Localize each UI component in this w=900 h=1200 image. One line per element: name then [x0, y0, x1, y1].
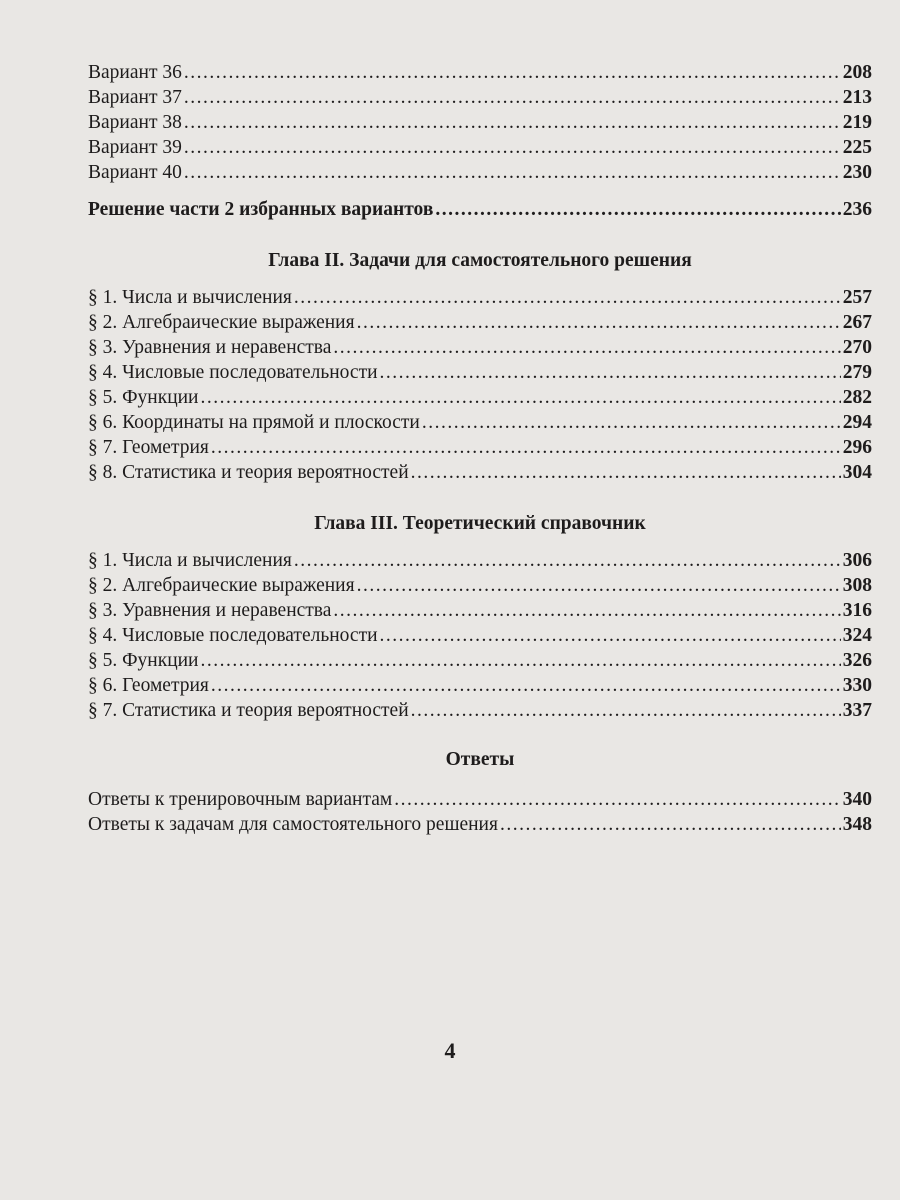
- toc-entry[interactable]: [88, 812, 872, 837]
- entry-page: 340: [842, 789, 872, 810]
- chapter-3-heading: Глава III. Теоретический справочник: [314, 513, 646, 534]
- answers-list: [88, 787, 872, 837]
- entry-title: § 1. Числа и вычисления: [88, 550, 292, 571]
- entry-title: Вариант 36: [88, 62, 182, 83]
- toc-entry[interactable]: [88, 548, 872, 573]
- toc-entry[interactable]: [88, 360, 872, 385]
- dot-leader: [357, 573, 841, 598]
- entry-title: Вариант 40: [88, 162, 182, 183]
- toc-entry[interactable]: [88, 385, 872, 410]
- entry-page: 282: [842, 387, 872, 408]
- entry-title: § 7. Статистика и теория вероятностей: [88, 700, 409, 721]
- entry-title: § 3. Уравнения и неравенства: [88, 600, 332, 621]
- toc-entry[interactable]: [88, 285, 872, 310]
- dot-leader: [201, 648, 841, 673]
- entry-page: 213: [842, 87, 872, 108]
- entry-title: § 6. Геометрия: [88, 675, 209, 696]
- toc-entry[interactable]: [88, 673, 872, 698]
- entry-title: Вариант 37: [88, 87, 182, 108]
- entry-title: § 4. Числовые последовательности: [88, 362, 378, 383]
- dot-leader: [411, 460, 841, 485]
- dot-leader: [184, 135, 841, 160]
- entry-page: 324: [842, 625, 872, 646]
- dot-leader: [380, 360, 841, 385]
- entry-title: Вариант 38: [88, 112, 182, 133]
- toc-entry[interactable]: [88, 460, 872, 485]
- dot-leader: [411, 698, 841, 723]
- entry-page: 326: [842, 650, 872, 671]
- entry-title: § 8. Статистика и теория вероятностей: [88, 462, 409, 483]
- dot-leader: [500, 812, 841, 837]
- entry-page: 267: [842, 312, 872, 333]
- entry-page: 348: [842, 814, 872, 835]
- toc-entry[interactable]: [88, 698, 872, 723]
- dot-leader: [422, 410, 841, 435]
- variants-list: [88, 60, 872, 185]
- entry-title: § 5. Функции: [88, 387, 199, 408]
- entry-page: 279: [842, 362, 872, 383]
- entry-page: 230: [842, 162, 872, 183]
- toc-entry[interactable]: [88, 110, 872, 135]
- toc-entry[interactable]: [88, 573, 872, 598]
- dot-leader: [294, 548, 841, 573]
- entry-title: § 3. Уравнения и неравенства: [88, 337, 332, 358]
- entry-title: Ответы к тренировочным вариантам: [88, 789, 393, 810]
- dot-leader: [380, 623, 841, 648]
- dot-leader: [211, 673, 841, 698]
- toc-entry[interactable]: [88, 435, 872, 460]
- entry-page: 306: [842, 550, 872, 571]
- entry-page: 208: [842, 62, 872, 83]
- toc-entry[interactable]: [88, 410, 872, 435]
- entry-page: 337: [842, 700, 872, 721]
- toc-entry[interactable]: [88, 648, 872, 673]
- dot-leader: [184, 160, 841, 185]
- entry-title: § 5. Функции: [88, 650, 199, 671]
- dot-leader: [201, 385, 841, 410]
- entry-page: 304: [842, 462, 872, 483]
- entry-title: Решение части 2 избранных вариантов: [88, 199, 434, 220]
- entry-title: § 7. Геометрия: [88, 437, 209, 458]
- toc-entry[interactable]: [88, 135, 872, 160]
- dot-leader: [294, 285, 841, 310]
- table-of-contents: [88, 60, 872, 837]
- entry-page: 330: [842, 675, 872, 696]
- entry-title: § 2. Алгебраические выражения: [88, 312, 355, 333]
- chapter-3-list: [88, 548, 872, 723]
- dot-leader: [357, 310, 841, 335]
- entry-title: § 1. Числа и вычисления: [88, 287, 292, 308]
- entry-page: 270: [842, 337, 872, 358]
- toc-entry[interactable]: [88, 787, 872, 812]
- dot-leader: [435, 197, 840, 222]
- toc-entry[interactable]: [88, 335, 872, 360]
- entry-title: § 6. Координаты на прямой и плоскости: [88, 412, 420, 433]
- toc-entry-solutions[interactable]: [88, 197, 872, 222]
- dot-leader: [184, 110, 841, 135]
- entry-page: 308: [842, 575, 872, 596]
- toc-entry[interactable]: [88, 598, 872, 623]
- page-number: 4: [444, 1038, 456, 1063]
- toc-entry[interactable]: [88, 310, 872, 335]
- entry-page: 219: [842, 112, 872, 133]
- dot-leader: [394, 787, 841, 812]
- entry-page: 225: [842, 137, 872, 158]
- entry-page: 236: [842, 199, 872, 220]
- entry-page: 296: [842, 437, 872, 458]
- entry-page: 257: [842, 287, 872, 308]
- dot-leader: [333, 598, 840, 623]
- toc-entry[interactable]: [88, 60, 872, 85]
- entry-page: 294: [842, 412, 872, 433]
- entry-title: § 4. Числовые последовательности: [88, 625, 378, 646]
- answers-heading: Ответы: [445, 749, 515, 770]
- dot-leader: [333, 335, 840, 360]
- dot-leader: [184, 60, 841, 85]
- dot-leader: [211, 435, 841, 460]
- entry-page: 316: [842, 600, 872, 621]
- entry-title: § 2. Алгебраические выражения: [88, 575, 355, 596]
- entry-title: Ответы к задачам для самостоятельного решения: [88, 814, 498, 835]
- chapter-2-heading: Глава II. Задачи для самостоятельного решения: [268, 250, 692, 271]
- entry-title: Вариант 39: [88, 137, 182, 158]
- chapter-2-list: [88, 285, 872, 485]
- toc-entry[interactable]: [88, 85, 872, 110]
- toc-entry[interactable]: [88, 160, 872, 185]
- toc-entry[interactable]: [88, 623, 872, 648]
- dot-leader: [184, 85, 841, 110]
